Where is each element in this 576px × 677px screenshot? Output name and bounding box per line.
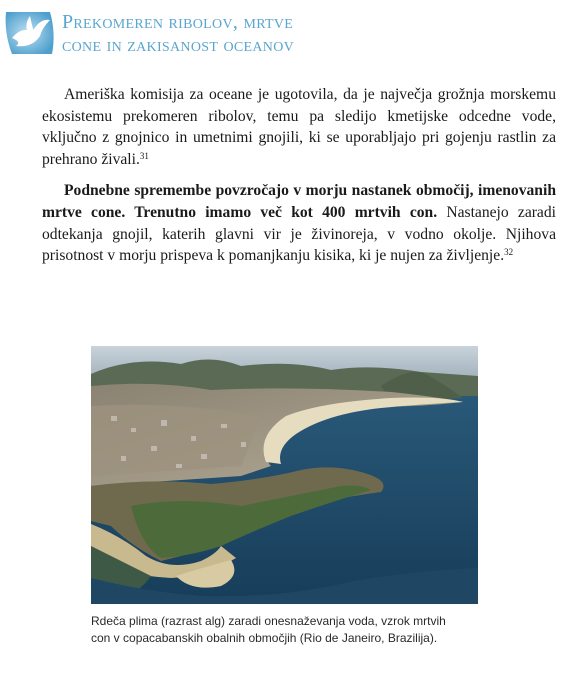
footnote-ref-32: 32 [504,247,514,258]
dove-icon [2,8,56,58]
page-title [62,11,562,57]
paragraph-2 [42,180,556,266]
title-line-2: cone in zakisanost oceanov [62,34,295,56]
title-line-1: Prekomeren ribolov, mrtve [62,11,294,33]
paragraph-2-text: Nastanejo zaradi odtekanja gnojil, katerih glavni vir je živinoreja, v vodno okolje. Njihova prisotnost v morju prispeva k pomanjkanju kisika, ki je nujen za življenje. [42,203,556,265]
caption-line-1: Rdeča plima (razrast alg) zaradi onesnaževanja voda, vzrok mrtvih [91,614,446,628]
footnote-ref-31: 31 [139,150,149,161]
body-text [42,84,556,277]
caption-line-2: con v copacabanskih obalnih območjih (Rio de Janeiro, Brazilija). [91,631,438,645]
aerial-photo [91,346,478,604]
paragraph-1 [42,84,556,170]
paragraph-2-bold-text: Podnebne spremembe povzročajo v morju nastanek območij, imenovanih mrtve cone. Trenutno imamo več kot 400 mrtvih con. [42,182,556,221]
page-header [0,0,576,66]
photo-caption [91,613,491,647]
paragraph-1-text: Ameriška komisija za oceane je ugotovila, da je največja grožnja morskemu ekosistemu prekomeren ribolov, temu pa sledijo kmetijske odcedne vode, vključno z gnojnico in umetnimi gnojili, ki se uporabljajo pri gojenju rastlin za prehrano živali. [42,86,556,168]
aerial-photo-illustration [91,346,478,604]
